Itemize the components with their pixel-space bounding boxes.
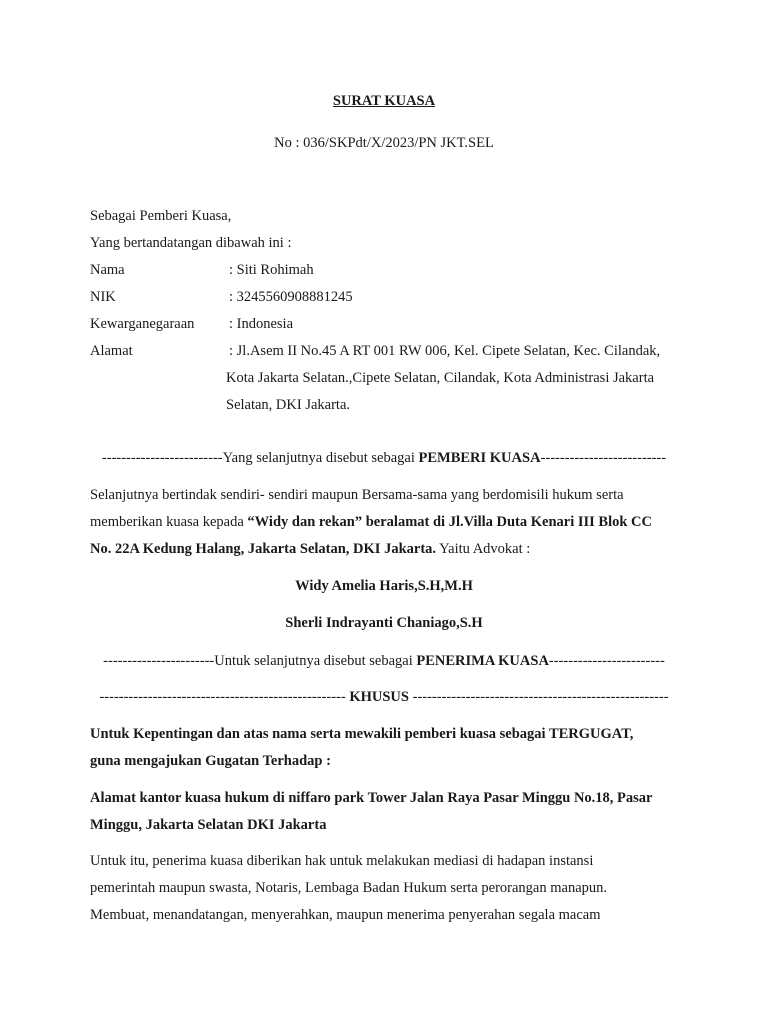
address-line-2: Kota Jakarta Selatan.,Cipete Selatan, Cilandak, Kota Administrasi Jakarta: [226, 370, 655, 386]
field-value-nik: : 3245560908881245: [229, 289, 353, 305]
paragraph-bold-text: No. 22A Kedung Halang, Jakarta Selatan, DKI Jakarta.: [90, 541, 437, 557]
paragraph-1-line-1: Selanjutnya bertindak sendiri- sendiri maupun Bersama-sama yang berdomisili hukum serta: [90, 487, 624, 503]
paragraph-bold-text: “Widy dan rekan” beralamat di Jl.Villa Duta Kenari III Blok CC: [247, 514, 652, 530]
divider-text: -----------------------------------------------------: [408, 689, 669, 705]
address-line-3: Selatan, DKI Jakarta.: [226, 397, 351, 413]
field-label-nik: NIK: [90, 289, 116, 305]
advocate-name-2: Sherli Indrayanti Chaniago,S.H: [285, 615, 483, 631]
intro-line-1: Sebagai Pemberi Kuasa,: [90, 208, 232, 224]
paragraph-1-line-2: [90, 514, 652, 531]
divider-pemberi-kuasa: [90, 450, 678, 467]
divider-bold-text: KHUSUS: [349, 689, 409, 705]
field-label-nama: Nama: [90, 262, 125, 278]
divider-penerima-kuasa: [90, 653, 678, 670]
paragraph-text: memberikan kuasa kepada: [90, 514, 248, 530]
divider-text: ---------------------------------------------------: [99, 689, 350, 705]
divider-text: ------------------------: [548, 653, 665, 669]
divider-text: -----------------------Untuk selanjutnya disebut sebagai: [103, 653, 417, 669]
advocate-name-1: Widy Amelia Haris,S.H,M.H: [295, 578, 473, 594]
paragraph-2-line-2: guna mengajukan Gugatan Terhadap :: [90, 753, 331, 769]
paragraph-3-line-1: Alamat kantor kuasa hukum di niffaro park Tower Jalan Raya Pasar Minggu No.18, Pasar: [90, 790, 653, 806]
field-label-kewarganegaraan: Kewarganegaraan: [90, 316, 195, 332]
intro-line-2: Yang bertandatangan dibawah ini :: [90, 235, 292, 251]
paragraph-1-line-3: [90, 541, 530, 558]
paragraph-3-line-2: Minggu, Jakarta Selatan DKI Jakarta: [90, 817, 327, 833]
divider-khusus: [90, 689, 678, 706]
document-title: SURAT KUASA: [332, 93, 436, 109]
paragraph-4-line-1: Untuk itu, penerima kuasa diberikan hak untuk melakukan mediasi di hadapan instansi: [90, 853, 594, 869]
paragraph-4-line-3: Membuat, menandatangan, menyerahkan, maupun menerima penyerahan segala macam: [90, 907, 601, 923]
field-value-kewarganegaraan: : Indonesia: [229, 316, 294, 332]
divider-bold-text: PENERIMA KUASA: [416, 653, 549, 669]
field-value-alamat: : Jl.Asem II No.45 A RT 001 RW 006, Kel. Cipete Selatan, Kec. Cilandak,: [229, 343, 661, 359]
divider-bold-text: PEMBERI KUASA: [418, 450, 541, 466]
divider-text: --------------------------: [540, 450, 667, 466]
field-label-alamat: Alamat: [90, 343, 133, 359]
field-value-nama: : Siti Rohimah: [229, 262, 314, 278]
document-number: No : 036/SKPdt/X/2023/PN JKT.SEL: [274, 135, 494, 151]
paragraph-text: Yaitu Advokat :: [436, 541, 531, 557]
divider-text: -------------------------Yang selanjutnya disebut sebagai: [101, 450, 419, 466]
paragraph-2-line-1: Untuk Kepentingan dan atas nama serta mewakili pemberi kuasa sebagai TERGUGAT,: [90, 726, 634, 742]
paragraph-4-line-2: pemerintah maupun swasta, Notaris, Lembaga Badan Hukum serta perorangan manapun.: [90, 880, 608, 896]
